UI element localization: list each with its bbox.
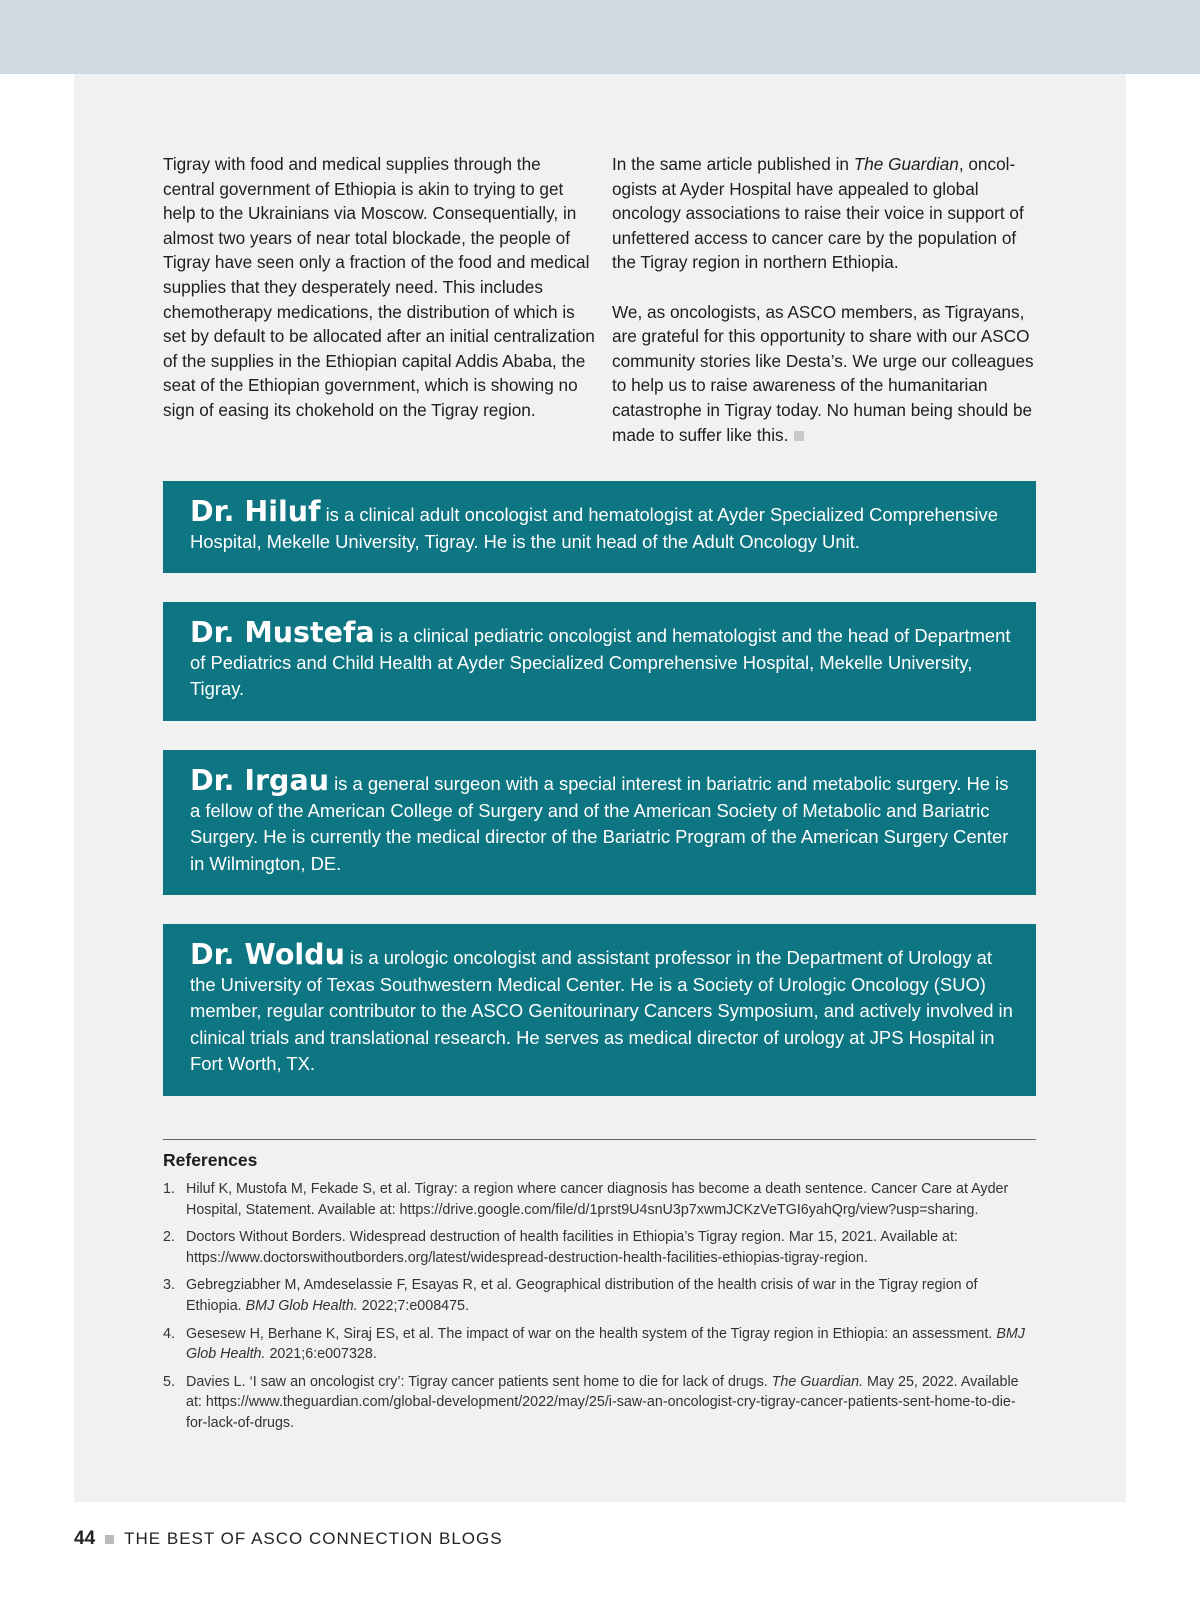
author-bio-hiluf	[163, 481, 1036, 573]
publication-name: THE BEST OF ASCO CONNECTION BLOGS	[124, 1529, 503, 1548]
article-paragraph: Tigray with food and medical supplies through the central government of Ethiopia is akin to trying to get help to the Ukrainians via Moscow. Consequentially, in almost two years of near total blockade, the people of Tigray have seen only a fraction of the food and medical supplies that they desperately need. This includes chemotherapy medications, the distribution of which is set by default to be allocated after an initial centralization of the supplies in the Ethiopian capital Addis Ababa, the seat of the Ethiopian government, which is showing no sign of easing its chokehold on the Tigray region.	[163, 154, 595, 420]
page-footer	[74, 1528, 503, 1550]
article-paragraph: We, as oncologists, as ASCO members, as Tigrayans, are grateful for this opportunity to share with our ASCO community stories like Desta’s. We urge our colleagues to help us to raise awareness of the humanitarian catastrophe in Tigray today. No human being should be made to suffer like this.	[612, 301, 1034, 445]
references-divider	[163, 1139, 1036, 1140]
author-name: Dr. Irgau	[190, 764, 329, 797]
publication-title: The Guardian	[853, 154, 959, 174]
reference-item: 4. Gesesew H, Berhane K, Siraj ES, et al. The impact of war on the health system of the Tigray region in Ethiopia: an assessment. BMJ Glob Health. 2021;6:e007328.	[163, 1325, 1025, 1363]
reference-item: 2. Doctors Without Borders. Widespread destruction of health facilities in Ethiopia’s Tigray region. Mar 15, 2021. Available at: https://www.doctorswithoutborders.org/latest/widespread-destruction-health-facilities-ethiopias-tigray-region.	[163, 1229, 958, 1266]
article-right-column	[612, 152, 1044, 447]
references-heading: References	[163, 1150, 258, 1170]
footer-separator	[105, 1535, 114, 1544]
author-bio-irgau	[163, 750, 1036, 895]
author-bio-text: is a clinical adult oncologist and hematologist at Ayder Specialized Comprehensive Hospital, Mekelle University, Tigray. He is the unit head of the Adult Oncology Unit.	[190, 504, 998, 552]
article-paragraph: In the same article published in The Guardian, oncologists at Ayder Hospital have appealed to global oncology associations to raise their voice in support of unfettered access to cancer care by the population of the Tigray region in northern Ethiopia.	[612, 154, 1024, 273]
article-left-column	[163, 152, 595, 423]
author-bio-text: is a urologic oncologist and assistant professor in the Department of Urology at the University of Texas Southwestern Medical Center. He is a Society of Urologic Oncology (SUO) member, regular contributor to the ASCO Genitourinary Cancers Symposium, and actively involved in clinical trials and translational research. He serves as medical director of urology at JPS Hospital in Fort Worth, TX.	[190, 947, 1013, 1075]
end-of-article-mark	[794, 431, 804, 441]
author-bio-mustefa	[163, 602, 1036, 721]
author-bio-text: is a general surgeon with a special interest in bariatric and metabolic surgery. He is a fellow of the American College of Surgery and of the American Society of Metabolic and Bariatric Surgery. He is currently the medical director of the Bariatric Program of the American Surgery Center in Wilmington, DE.	[190, 773, 1009, 874]
references-list	[163, 1179, 1036, 1441]
author-bio-woldu	[163, 924, 1036, 1096]
reference-item: 1. Hiluf K, Mustofa M, Fekade S, et al. Tigray: a region where cancer diagnosis has become a death sentence. Cancer Care at Ayder Hospital, Statement. Available at: https://drive.google.com/file/d/1prst9U4snU3p7xwmJCKzVeTGI6yahQrg/view?usp=sharing.	[163, 1181, 1009, 1218]
author-name: Dr. Woldu	[190, 938, 345, 971]
header-band	[0, 0, 1200, 74]
author-name: Dr. Hiluf	[190, 495, 321, 528]
author-bio-text: is a clinical pediatric oncologist and hematologist and the head of Department of Pediatrics and Child Health at Ayder Specialized Comprehensive Hospital, Mekelle University, Tigray.	[190, 625, 1011, 700]
reference-item: 5. Davies L. ‘I saw an oncologist cry’: Tigray cancer patients sent home to die for lack of drugs. The Guardian. May 25, 2022. Available at: https://www.theguardian.com/global-development/2022/may/25/i-saw-an-oncologist-cry-tigray-cancer-patients-sent-home-to-die-for-lack-of-drugs.	[163, 1373, 1019, 1431]
author-name: Dr. Mustefa	[190, 616, 375, 649]
reference-item: 3. Gebregziabher M, Amdeselassie F, Esayas R, et al. Geographical distribution of the health crisis of war in the Tigray region of Ethiopia. BMJ Glob Health. 2022;7:e008475.	[163, 1277, 978, 1314]
page-number: 44	[74, 1528, 96, 1549]
